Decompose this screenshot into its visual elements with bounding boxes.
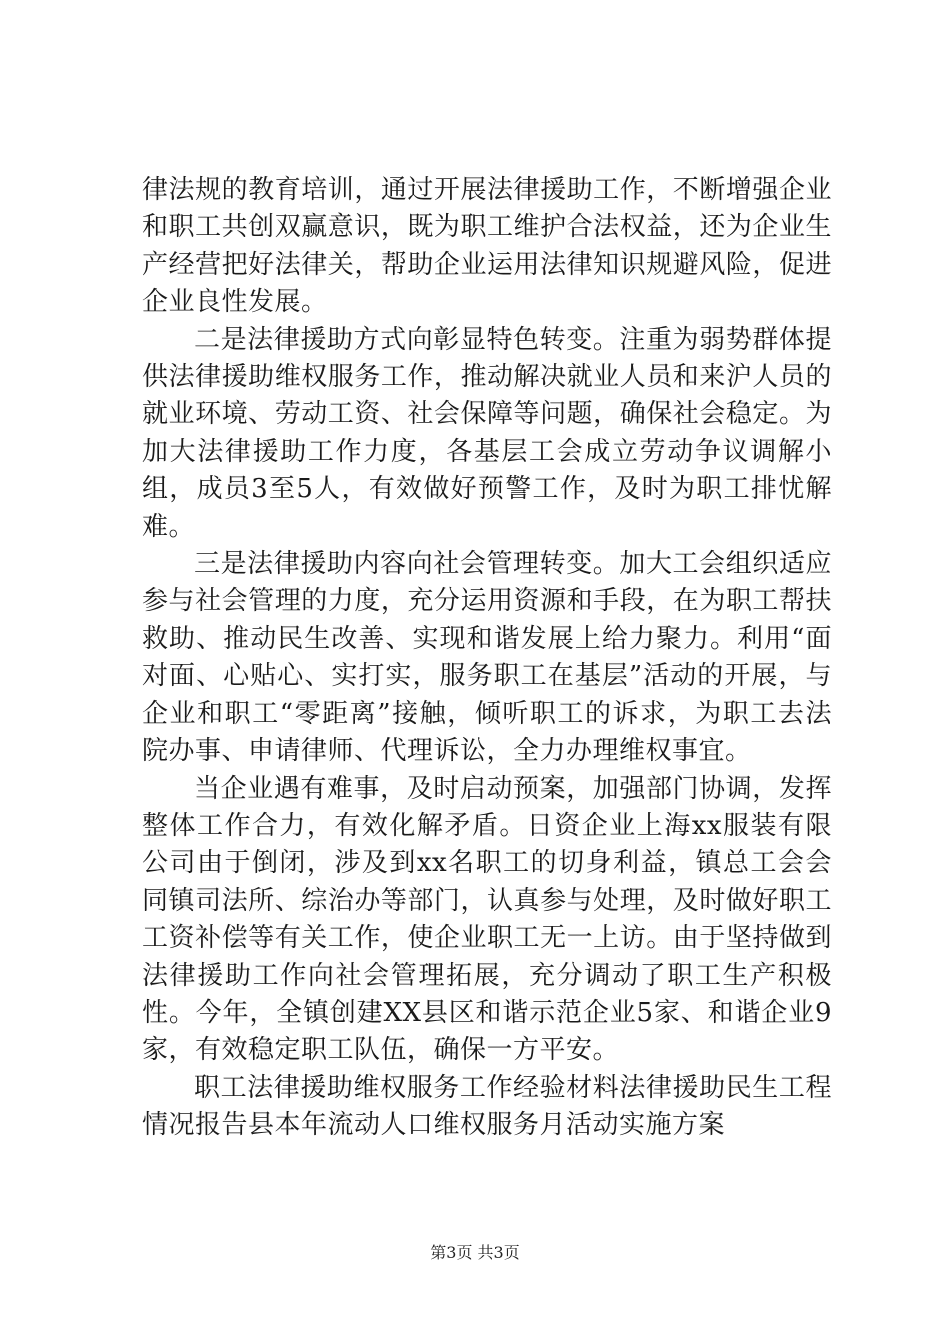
paragraph-legal-aid-method: 二是法律援助方式向彰显特色转变。注重为弱势群体提供法律援助维权服务工作，推动解决就业人员和来沪人员的就业环境、劳动工资、社会保障等问题，确保社会稳定。为加大法律援助工作力度，各基层工会成立劳动争议调解小组，成员3至5人，有效做好预警工作，及时为职工排忧解难。 [142,324,832,542]
document-body [142,172,832,1145]
paragraph-legal-aid-content: 三是法律援助内容向社会管理转变。加大工会组织适应参与社会管理的力度，充分运用资源和手段，在为职工帮扶救助、推动民生改善、实现和谐发展上给力聚力。利用“面对面、心贴心、实打实，服务职工在基层”活动的开展，与企业和职工“零距离”接触，倾听职工的诉求，为职工去法院办事、申请律师、代理诉讼，全力办理维权事宜。 [142,549,832,767]
paragraph-related-titles: 职工法律援助维权服务工作经验材料法律援助民生工程情况报告县本年流动人口维权服务月活动实施方案 [142,1072,832,1141]
paragraph-continuation: 律法规的教育培训，通过开展法律援助工作，不断增强企业和职工共创双赢意识，既为职工维护合法权益，还为企业生产经营把好法律关，帮助企业运用法律知识规避风险，促进企业良性发展。 [142,175,832,318]
page-number-footer: 第3页 共3页 [430,1243,520,1262]
paragraph-enterprise-difficulty: 当企业遇有难事，及时启动预案，加强部门协调，发挥整体工作合力，有效化解矛盾。日资企业上海xx服装有限公司由于倒闭，涉及到xx名职工的切身利益，镇总工会会同镇司法所、综治办等部门，认真参与处理，及时做好职工工资补偿等有关工作，使企业职工无一上访。由于坚持做到法律援助工作向社会管理拓展，充分调动了职工生产积极性。今年，全镇创建XX县区和谐示范企业5家、和谐企业9家，有效稳定职工队伍，确保一方平安。 [142,773,832,1066]
